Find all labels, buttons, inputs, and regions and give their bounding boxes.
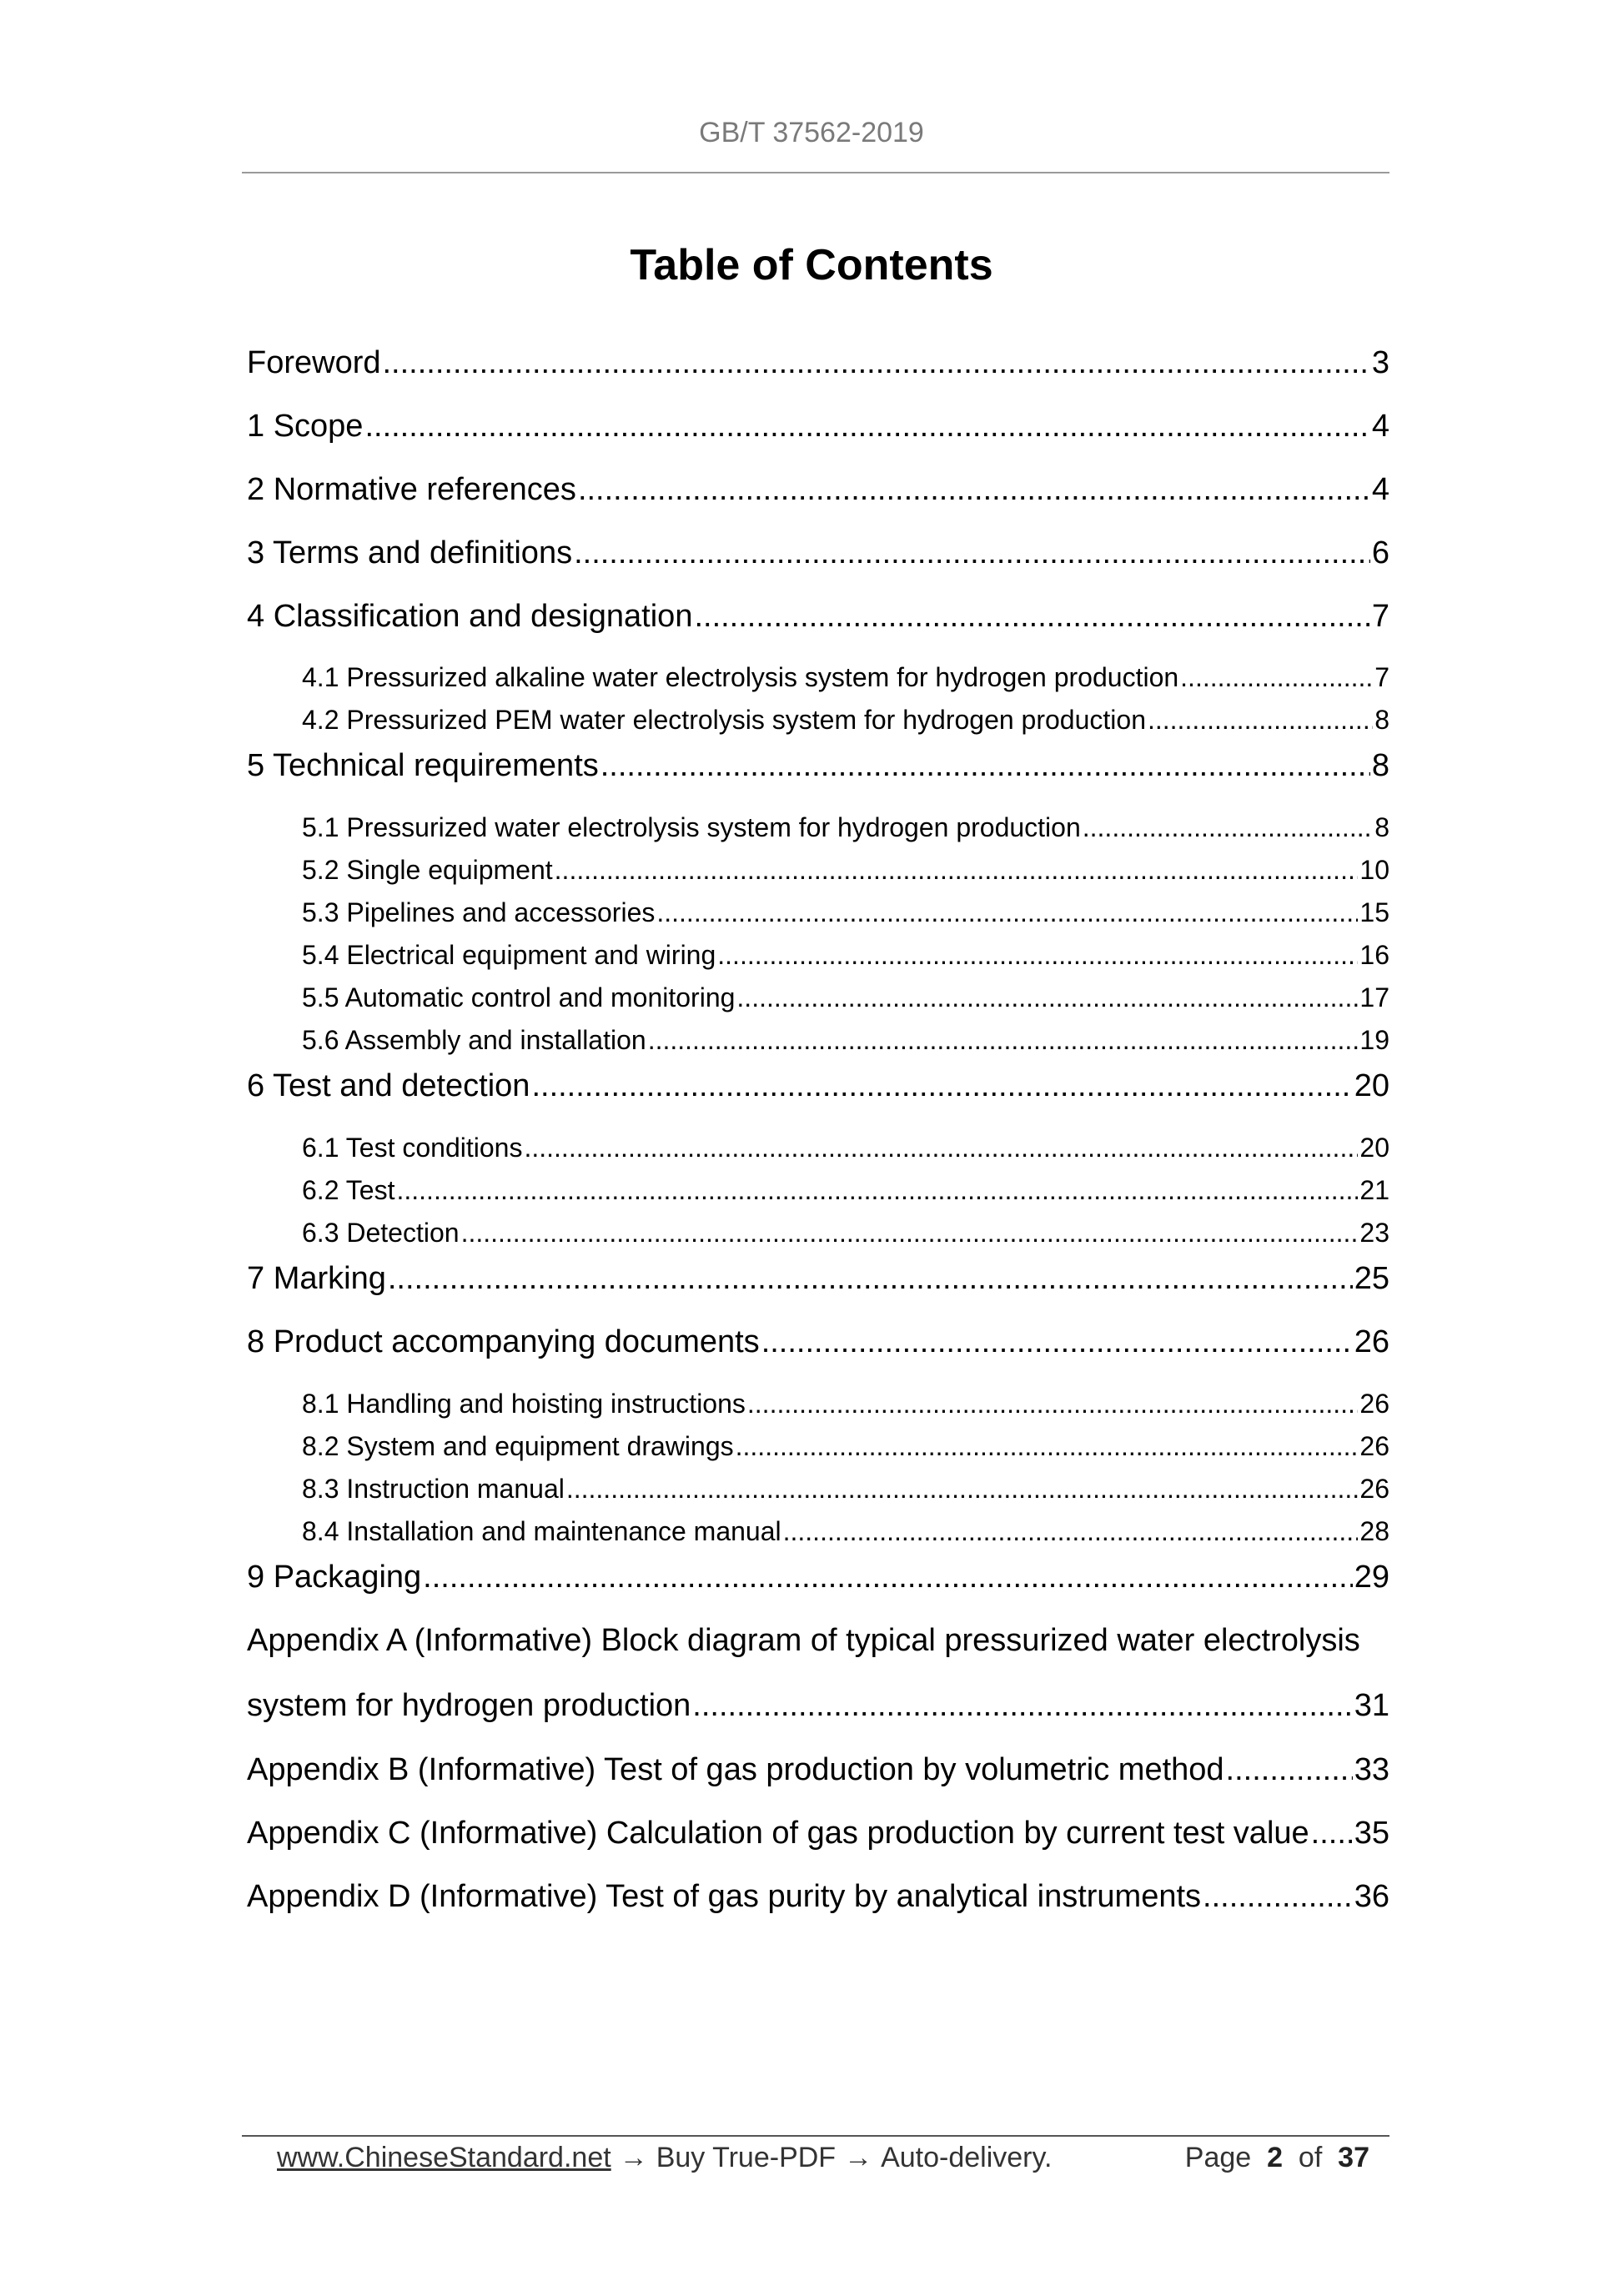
toc-entry-page: 20 bbox=[1354, 1068, 1389, 1103]
toc-entry-title: 5.3 Pipelines and accessories bbox=[302, 897, 656, 927]
dot-leader bbox=[1148, 705, 1373, 736]
page-title: Table of Contents bbox=[630, 241, 993, 289]
dot-leader bbox=[1226, 1752, 1353, 1788]
dot-leader bbox=[656, 897, 1358, 928]
arrow-right-icon: → bbox=[844, 2142, 873, 2173]
toc-entry-page: 6 bbox=[1371, 535, 1389, 570]
toc-entry-foreword[interactable] bbox=[247, 345, 1389, 381]
dot-leader bbox=[648, 1025, 1359, 1056]
toc-entry-title: 5.5 Automatic control and monitoring bbox=[302, 982, 736, 1012]
dot-leader bbox=[383, 345, 1370, 381]
standard-code-header: GB/T 37562-2019 bbox=[699, 117, 924, 148]
toc-entry-5-3[interactable] bbox=[302, 897, 1389, 928]
toc-entry-page: 7 bbox=[1374, 662, 1389, 692]
toc-entry-marking[interactable] bbox=[247, 1261, 1389, 1297]
toc-entry-page: 4 bbox=[1371, 409, 1389, 444]
toc-entry-6-2[interactable] bbox=[302, 1175, 1389, 1206]
toc-entry-5-2[interactable] bbox=[302, 855, 1389, 886]
toc-entry-title: 3 Terms and definitions bbox=[247, 535, 573, 570]
toc-entry-8-4[interactable] bbox=[302, 1516, 1389, 1547]
page-indicator bbox=[1185, 2142, 1369, 2174]
toc-entry-page: 26 bbox=[1354, 1324, 1389, 1359]
total-pages-number: 37 bbox=[1338, 2142, 1369, 2173]
toc-entry-packaging[interactable] bbox=[247, 1560, 1389, 1595]
dot-leader bbox=[694, 599, 1369, 635]
dot-leader bbox=[692, 1688, 1352, 1724]
toc-entry-page: 35 bbox=[1354, 1816, 1389, 1851]
dot-leader bbox=[736, 982, 1358, 1013]
arrow-right-icon: → bbox=[619, 2142, 648, 2173]
toc-entry-appendix-c[interactable] bbox=[247, 1816, 1389, 1851]
dot-leader bbox=[761, 1324, 1353, 1360]
toc-entry-title: Foreword bbox=[247, 345, 381, 380]
dot-leader bbox=[1311, 1816, 1353, 1851]
dot-leader bbox=[783, 1516, 1359, 1547]
toc-entry-page: 26 bbox=[1359, 1474, 1389, 1504]
toc-entry-title: 6.2 Test bbox=[302, 1175, 395, 1205]
toc-entry-page: 20 bbox=[1359, 1133, 1389, 1163]
website-link[interactable]: www.ChineseStandard.net bbox=[277, 2142, 611, 2173]
toc-entry-4-2[interactable] bbox=[302, 705, 1389, 736]
toc-entry-title: 6.1 Test conditions bbox=[302, 1133, 523, 1163]
toc-entry-title: 2 Normative references bbox=[247, 472, 576, 507]
dot-leader bbox=[600, 748, 1370, 784]
toc-entry-title: Appendix B (Informative) Test of gas production by volumetric method bbox=[247, 1752, 1224, 1787]
buy-true-pdf-text: Buy True-PDF bbox=[656, 2142, 837, 2173]
toc-entry-page: 8 bbox=[1374, 705, 1389, 735]
toc-entry-classification[interactable] bbox=[247, 599, 1389, 635]
toc-entry-title: 5.6 Assembly and installation bbox=[302, 1025, 646, 1055]
dot-leader bbox=[574, 535, 1370, 571]
toc-entry-5-5[interactable] bbox=[302, 982, 1389, 1013]
dot-leader bbox=[717, 940, 1358, 971]
toc-entry-page: 28 bbox=[1359, 1516, 1389, 1546]
toc-entry-page: 36 bbox=[1354, 1879, 1389, 1914]
dot-leader bbox=[364, 409, 1369, 445]
toc-entry-page: 15 bbox=[1359, 897, 1389, 927]
of-label: of bbox=[1298, 2142, 1323, 2173]
toc-entry-8-1[interactable] bbox=[302, 1389, 1389, 1419]
toc-entry-page: 8 bbox=[1371, 748, 1389, 783]
toc-entry-page: 31 bbox=[1354, 1688, 1389, 1723]
toc-entry-terms-definitions[interactable] bbox=[247, 535, 1389, 571]
toc-entry-title: 6.3 Detection bbox=[302, 1218, 460, 1248]
toc-entry-title: 8.2 System and equipment drawings bbox=[302, 1431, 734, 1461]
toc-entry-title: 8.4 Installation and maintenance manual bbox=[302, 1516, 781, 1546]
dot-leader bbox=[566, 1474, 1359, 1505]
toc-entry-title: 5.4 Electrical equipment and wiring bbox=[302, 940, 716, 970]
dot-leader bbox=[423, 1560, 1353, 1595]
toc-entry-page: 3 bbox=[1371, 345, 1389, 380]
dot-leader bbox=[524, 1133, 1358, 1163]
toc-entry-5-4[interactable] bbox=[302, 940, 1389, 971]
dot-leader bbox=[461, 1218, 1359, 1248]
toc-entry-title: 4 Classification and designation bbox=[247, 599, 693, 634]
toc-entry-appendix-d[interactable] bbox=[247, 1879, 1389, 1915]
toc-entry-title: system for hydrogen production bbox=[247, 1688, 691, 1723]
toc-entry-title: 4.2 Pressurized PEM water electrolysis system for hydrogen production bbox=[302, 705, 1146, 735]
toc-entry-page: 26 bbox=[1359, 1431, 1389, 1461]
toc-entry-title: Appendix C (Informative) Calculation of gas production by current test value bbox=[247, 1816, 1309, 1851]
toc-entry-appendix-a-line1[interactable]: Appendix A (Informative) Block diagram of typical pressurized water electrolysis bbox=[247, 1623, 1360, 1658]
toc-entry-page: 17 bbox=[1359, 982, 1389, 1012]
dot-leader bbox=[1180, 662, 1373, 693]
toc-entry-title: 4.1 Pressurized alkaline water electrolysis system for hydrogen production bbox=[302, 662, 1179, 692]
toc-entry-appendix-a[interactable] bbox=[247, 1688, 1389, 1724]
toc-entry-page: 7 bbox=[1371, 599, 1389, 634]
toc-entry-scope[interactable] bbox=[247, 409, 1389, 445]
toc-entry-title: 8 Product accompanying documents bbox=[247, 1324, 760, 1359]
dot-leader bbox=[1083, 812, 1373, 843]
toc-entry-page: 19 bbox=[1359, 1025, 1389, 1055]
toc-entry-page: 21 bbox=[1359, 1175, 1389, 1205]
toc-entry-title: 9 Packaging bbox=[247, 1560, 422, 1595]
toc-entry-normative-references[interactable] bbox=[247, 472, 1389, 508]
toc-entry-technical-requirements[interactable] bbox=[247, 748, 1389, 784]
dot-leader bbox=[396, 1175, 1358, 1206]
toc-entry-page: 29 bbox=[1354, 1560, 1389, 1595]
toc-entry-title: 8.1 Handling and hoisting instructions bbox=[302, 1389, 746, 1419]
toc-entry-title: 5.2 Single equipment bbox=[302, 855, 553, 885]
dot-leader bbox=[1203, 1879, 1353, 1915]
page-footer bbox=[277, 2142, 1369, 2174]
toc-entry-8-3[interactable] bbox=[302, 1474, 1389, 1505]
toc-entry-4-1[interactable] bbox=[302, 662, 1389, 693]
toc-entry-page: 23 bbox=[1359, 1218, 1389, 1248]
toc-entry-6-1[interactable] bbox=[302, 1133, 1389, 1163]
toc-entry-title: 1 Scope bbox=[247, 409, 364, 444]
toc-entry-test-detection[interactable] bbox=[247, 1068, 1389, 1104]
dot-leader bbox=[736, 1431, 1359, 1462]
dot-leader bbox=[555, 855, 1359, 886]
toc-entry-page: 33 bbox=[1354, 1752, 1389, 1787]
toc-entry-page: 16 bbox=[1359, 940, 1389, 970]
toc-entry-page: 26 bbox=[1359, 1389, 1389, 1419]
toc-entry-page: 25 bbox=[1354, 1261, 1389, 1296]
toc-entry-title: 8.3 Instruction manual bbox=[302, 1474, 565, 1504]
toc-entry-page: 4 bbox=[1371, 472, 1389, 507]
page-label: Page bbox=[1184, 2142, 1252, 2173]
toc-entry-title: Appendix D (Informative) Test of gas purity by analytical instruments bbox=[247, 1879, 1202, 1914]
toc-entry-page: 10 bbox=[1359, 855, 1389, 885]
footer-divider bbox=[242, 2135, 1389, 2137]
toc-entry-title: 5.1 Pressurized water electrolysis system for hydrogen production bbox=[302, 812, 1081, 842]
dot-leader bbox=[531, 1068, 1352, 1104]
toc-entry-appendix-b[interactable] bbox=[247, 1752, 1389, 1788]
dot-leader bbox=[747, 1389, 1359, 1419]
toc-entry-title: 5 Technical requirements bbox=[247, 748, 599, 783]
current-page-number: 2 bbox=[1267, 2142, 1283, 2173]
toc-entry-5-6[interactable] bbox=[302, 1025, 1389, 1056]
dot-leader bbox=[388, 1261, 1353, 1297]
dot-leader bbox=[578, 472, 1370, 508]
toc-entry-accompanying-documents[interactable] bbox=[247, 1324, 1389, 1360]
toc-entry-page: 8 bbox=[1374, 812, 1389, 842]
toc-entry-8-2[interactable] bbox=[302, 1431, 1389, 1462]
toc-entry-5-1[interactable] bbox=[302, 812, 1389, 843]
toc-entry-6-3[interactable] bbox=[302, 1218, 1389, 1248]
toc-entry-title: 7 Marking bbox=[247, 1261, 386, 1296]
toc-entry-title: 6 Test and detection bbox=[247, 1068, 530, 1103]
auto-delivery-text: Auto-delivery. bbox=[881, 2142, 1053, 2173]
header-divider bbox=[242, 172, 1389, 173]
